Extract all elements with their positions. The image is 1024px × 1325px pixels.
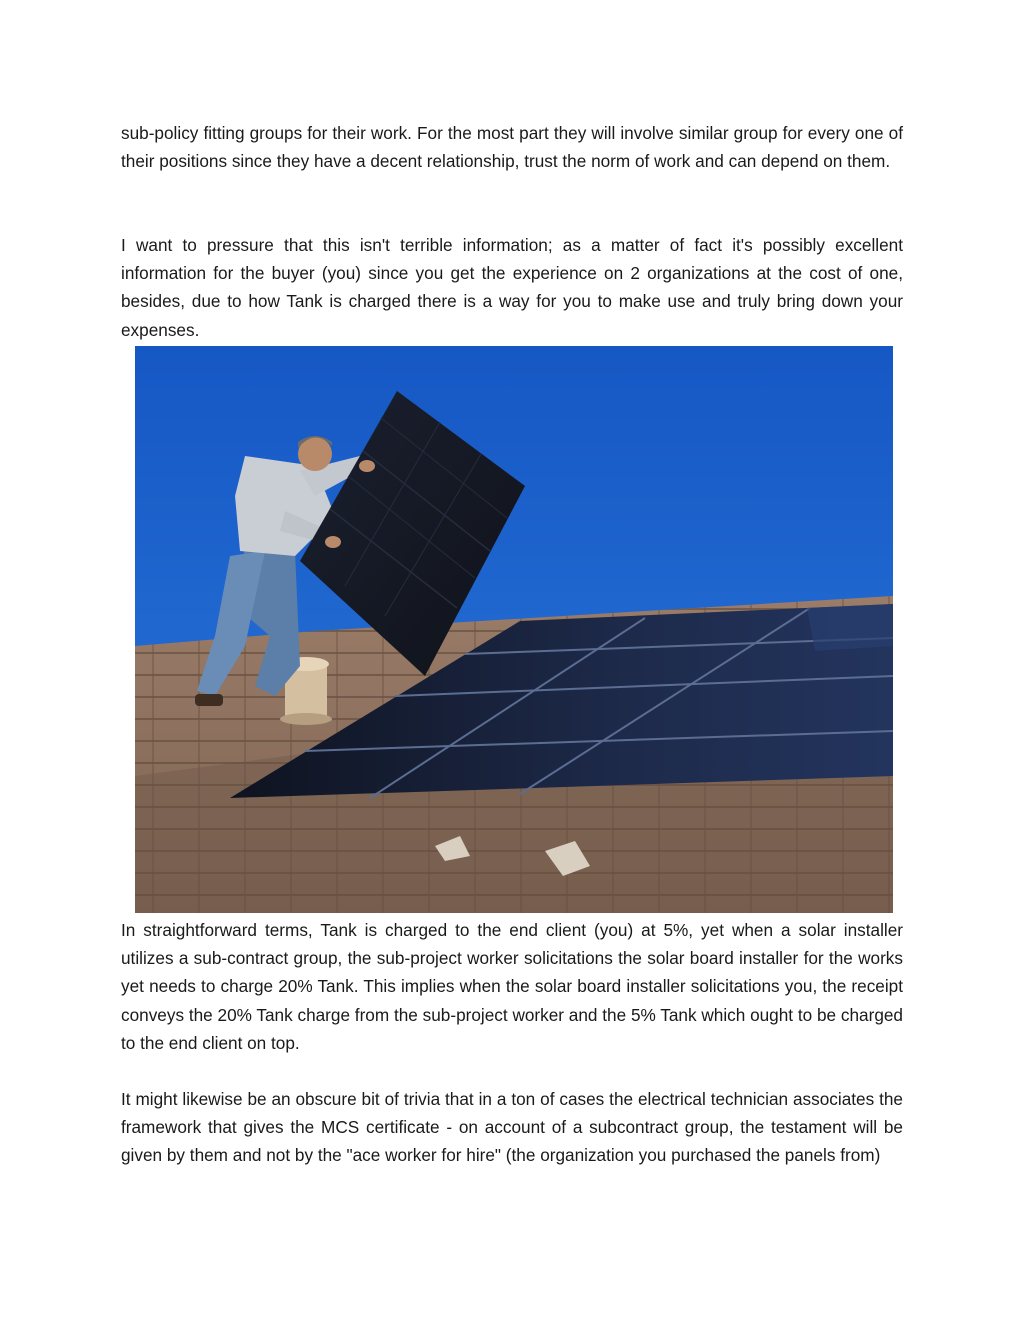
solar-installation-photo bbox=[135, 346, 893, 913]
paragraph-3: In straightforward terms, Tank is charged to the end client (you) at 5%, yet when a solar installer utilizes a sub-contract group, the sub-project worker solicitations the solar board installer for the works yet needs to charge 20% Tank. This implies when the solar board installer solicitations you, the receipt conveys the 20% Tank charge from the sub-project worker and the 5% Tank which ought to be charged to the end client on top. bbox=[121, 920, 903, 1053]
paragraph-4: It might likewise be an obscure bit of trivia that in a ton of cases the electrical technician associates the framework that gives the MCS certificate - on account of a subcontract group, the testament will be given by them and not by the "ace worker for hire" (the organization you purchased the panels from) bbox=[121, 1089, 903, 1166]
paragraph-2: I want to pressure that this isn't terrible information; as a matter of fact it's possibly excellent information for the buyer (you) since you get the experience on 2 organizations at the cost of one, besides, due to how Tank is charged there is a way for you to make use and truly bring down your expenses. bbox=[121, 235, 903, 340]
paragraph-1: sub-policy fitting groups for their work. For the most part they will involve similar group for every one of their positions since they have a decent relationship, trust the norm of work and can depend on them. bbox=[121, 123, 903, 172]
